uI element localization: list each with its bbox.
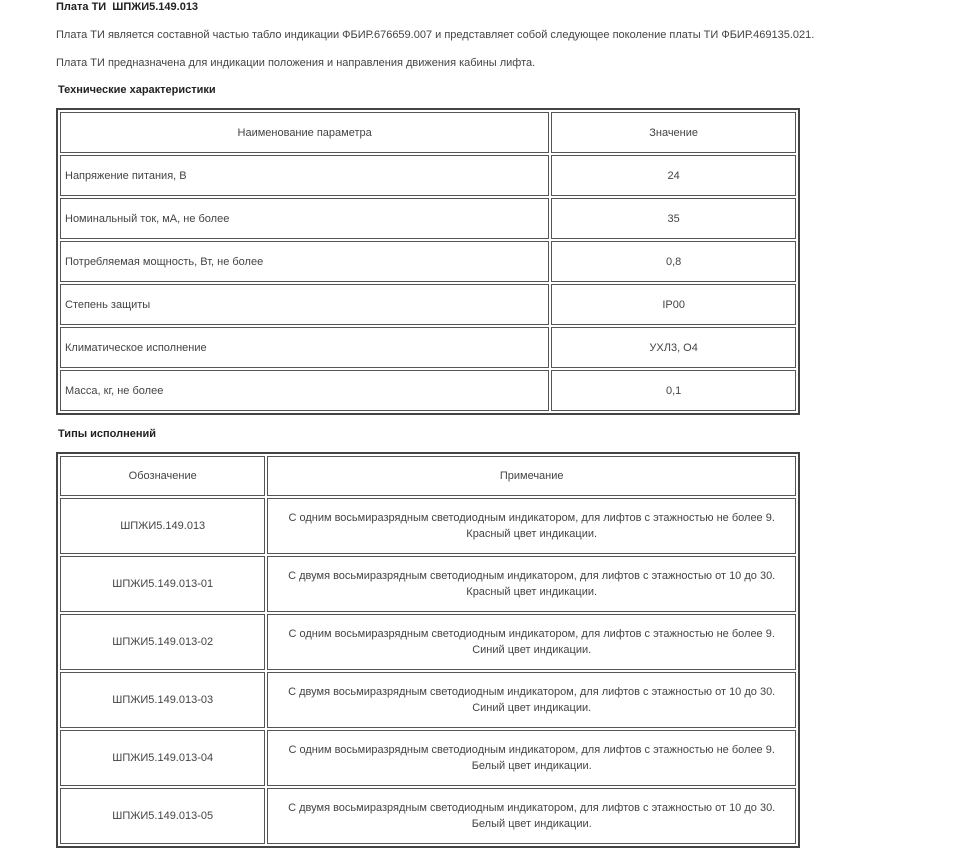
- type-designation-cell: ШПЖИ5.149.013-03: [60, 672, 265, 728]
- type-designation-cell: ШПЖИ5.149.013-05: [60, 788, 265, 844]
- spec-parameter-cell: Номинальный ток, мА, не более: [60, 198, 549, 239]
- types-column-header-note: Примечание: [267, 456, 796, 496]
- types-heading: Типы исполнений: [58, 428, 157, 440]
- table-row: [60, 614, 796, 670]
- table-row: [60, 556, 796, 612]
- specs-table: [56, 108, 800, 415]
- spec-value-cell: 24: [551, 155, 796, 196]
- purpose-paragraph: Плата ТИ предназначена для индикации положения и направления движения кабины лифта.: [56, 57, 536, 69]
- spec-parameter-cell: Напряжение питания, В: [60, 155, 549, 196]
- table-row: [60, 370, 796, 411]
- types-header-row: [60, 456, 796, 496]
- specs-heading: Технические характеристики: [58, 84, 216, 96]
- type-designation-cell: ШПЖИ5.149.013-01: [60, 556, 265, 612]
- specs-column-header-value: Значение: [551, 112, 796, 153]
- table-row: [60, 198, 796, 239]
- spec-value-cell: IP00: [551, 284, 796, 325]
- type-note-cell: С одним восьмиразрядным светодиодным индикатором, для лифтов с этажностью не более 9. Белый цвет индикации.: [267, 730, 796, 786]
- spec-parameter-cell: Масса, кг, не более: [60, 370, 549, 411]
- type-designation-cell: ШПЖИ5.149.013-02: [60, 614, 265, 670]
- specs-column-header-parameter: Наименование параметра: [60, 112, 549, 153]
- table-row: [60, 788, 796, 844]
- table-row: [60, 730, 796, 786]
- table-row: [60, 498, 796, 554]
- spec-value-cell: УХЛ3, О4: [551, 327, 796, 368]
- specs-header-row: [60, 112, 796, 153]
- type-note-cell: С двумя восьмиразрядным светодиодным индикатором, для лифтов с этажностью от 10 до 30. Белый цвет индикации.: [267, 788, 796, 844]
- spec-value-cell: 0,1: [551, 370, 796, 411]
- spec-value-cell: 35: [551, 198, 796, 239]
- type-designation-cell: ШПЖИ5.149.013: [60, 498, 265, 554]
- type-note-cell: С одним восьмиразрядным светодиодным индикатором, для лифтов с этажностью не более 9. Красный цвет индикации.: [267, 498, 796, 554]
- types-column-header-designation: Обозначение: [60, 456, 265, 496]
- type-note-cell: С двумя восьмиразрядным светодиодным индикатором, для лифтов с этажностью от 10 до 30. Красный цвет индикации.: [267, 556, 796, 612]
- types-table: [56, 452, 800, 848]
- table-row: [60, 672, 796, 728]
- spec-parameter-cell: Степень защиты: [60, 284, 549, 325]
- type-designation-cell: ШПЖИ5.149.013-04: [60, 730, 265, 786]
- spec-value-cell: 0,8: [551, 241, 796, 282]
- page-title: Плата ТИ ШПЖИ5.149.013: [56, 1, 199, 13]
- table-row: [60, 155, 796, 196]
- type-note-cell: С двумя восьмиразрядным светодиодным индикатором, для лифтов с этажностью от 10 до 30. Синий цвет индикации.: [267, 672, 796, 728]
- spec-parameter-cell: Потребляемая мощность, Вт, не более: [60, 241, 549, 282]
- intro-paragraph: Плата ТИ является составной частью табло индикации ФБИР.676659.007 и представляет собой следующее поколение платы ТИ ФБИР.469135.021.: [56, 29, 815, 41]
- table-row: [60, 241, 796, 282]
- spec-parameter-cell: Климатическое исполнение: [60, 327, 549, 368]
- table-row: [60, 284, 796, 325]
- type-note-cell: С одним восьмиразрядным светодиодным индикатором, для лифтов с этажностью не более 9. Синий цвет индикации.: [267, 614, 796, 670]
- table-row: [60, 327, 796, 368]
